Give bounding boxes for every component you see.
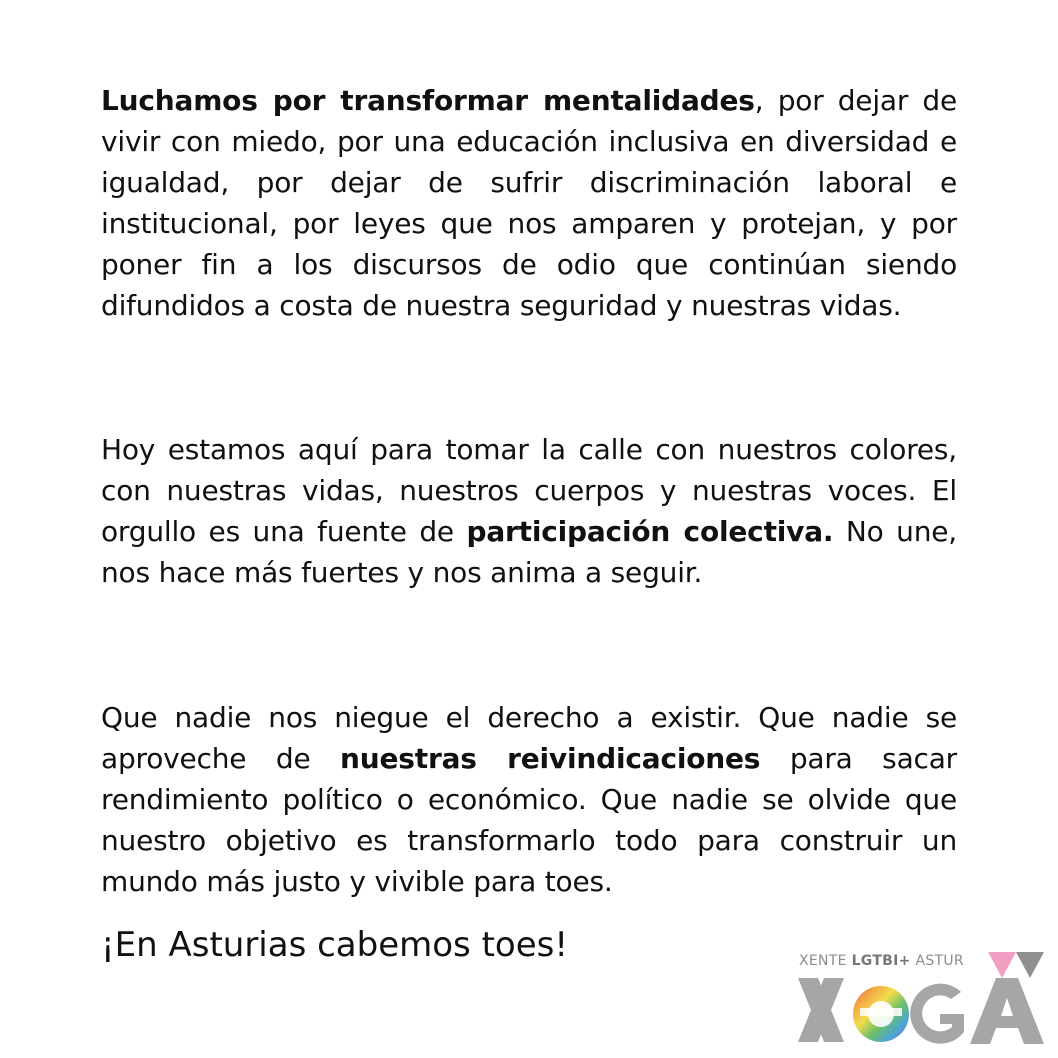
xega-logo xyxy=(796,948,1046,1048)
pink-triangle-icon xyxy=(988,952,1016,978)
paragraph-3 xyxy=(101,697,957,902)
paragraph-2 xyxy=(101,429,957,593)
paragraph-text: para sacar rendimiento político o económico. Que nadie se olvide que nuestro objetivo es transformarlo todo para construir un mundo más justo y vivible para toes. xyxy=(101,742,957,898)
paragraph-1 xyxy=(101,80,957,326)
paragraph-text: Que nadie nos niegue el derecho a existir. Que nadie se aproveche de xyxy=(101,701,957,775)
highlighted-phrase: Luchamos por transformar mentalidades xyxy=(101,84,755,117)
closing-slogan: ¡En Asturias cabemos toes! xyxy=(101,925,568,965)
paragraph-text: No une, nos hace más fuertes y nos anima a seguir. xyxy=(101,515,957,589)
letter-g-icon xyxy=(910,984,964,1044)
paragraph-text: Hoy estamos aquí para tomar la calle con nuestros colores, con nuestras vidas, nuestros cuerpos y nuestras voces. El orgullo es una fuente de xyxy=(101,433,957,548)
highlighted-phrase: participación colectiva. xyxy=(466,515,834,548)
letter-x-icon xyxy=(798,978,844,1042)
logo-tagline: XENTE LGTBI+ ASTUR xyxy=(799,953,964,969)
highlighted-phrase: nuestras reivindicaciones xyxy=(340,742,761,775)
paragraph-text: , por dejar de vivir con miedo, por una educación inclusiva en diversidad e igualdad, por dejar de sufrir discriminación laboral e institucional, por leyes que nos amparen y protejan, y por poner fin a los discursos de odio que continúan siendo difundidos a costa de nuestra seguridad y nuestras vidas. xyxy=(101,84,958,322)
gray-triangle-icon xyxy=(1016,952,1044,978)
